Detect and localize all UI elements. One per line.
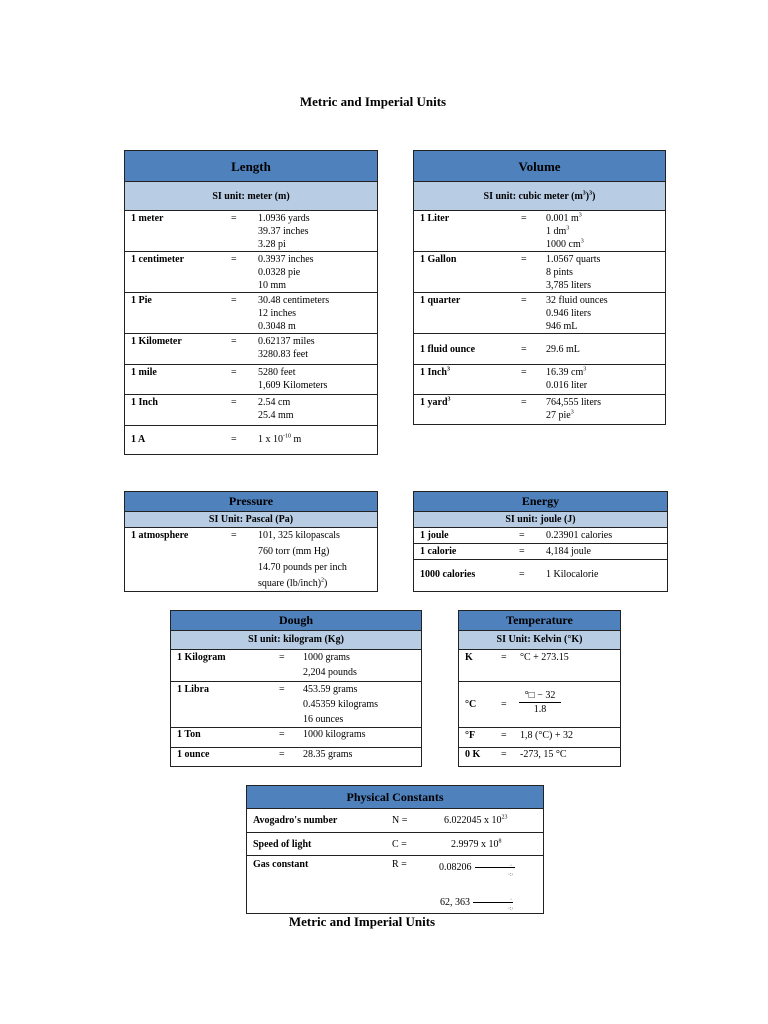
- unit-values: [303, 650, 357, 680]
- table-row: [459, 682, 620, 728]
- table-row: [247, 809, 543, 833]
- value-line: 1,609 Kilometers: [258, 380, 328, 391]
- unit-label: 1 yard$^3$: [420, 396, 451, 408]
- table-row: [414, 528, 667, 544]
- unit-glyph: ·:·: [508, 906, 514, 912]
- equals-sign: =: [231, 213, 237, 224]
- gas-constant-value-2: 62, 363: [440, 896, 513, 909]
- unit-label: 1 atmosphere: [131, 530, 189, 541]
- value-line: 0.3937 inches: [258, 254, 314, 265]
- unit-label: 1 Inch: [131, 397, 158, 408]
- pressure-table: [124, 491, 378, 592]
- constants-table: [246, 785, 544, 914]
- table-row: [125, 334, 377, 365]
- table-row: [125, 395, 377, 426]
- value-line: 3280.83 feet: [258, 349, 308, 360]
- length-table: [124, 150, 378, 455]
- value-line: 101, 325 kilopascals: [258, 530, 340, 541]
- temperature-table: [458, 610, 621, 767]
- value-line: 28.35 grams: [303, 749, 353, 760]
- unit-values: 764,555 liters 27 pie$^3$: [546, 397, 601, 421]
- unit-label: °C: [465, 699, 477, 710]
- constant-symbol: R =: [392, 859, 407, 870]
- constant-value: 6.022045 x $10^{23}$: [444, 814, 508, 826]
- unit-label: 1 centimeter: [131, 254, 185, 265]
- value-line: 0.62137 miles: [258, 336, 315, 347]
- unit-value: 4,184 joule: [546, 546, 591, 557]
- equals-sign: =: [231, 295, 237, 306]
- table-row: [125, 426, 377, 455]
- unit-label: °F: [465, 730, 476, 741]
- equals-sign: =: [279, 749, 285, 760]
- equals-sign: =: [231, 434, 237, 445]
- unit-values: [303, 748, 352, 761]
- equals-sign: =: [279, 729, 285, 740]
- unit-values: [546, 253, 600, 292]
- table-row: [459, 650, 620, 682]
- table-row: [247, 833, 543, 856]
- unit-label: 1 Kilometer: [131, 336, 182, 347]
- fraction-denominator: 1.8: [533, 704, 547, 715]
- dough-si-unit: SI unit: kilogram (Kg): [171, 631, 421, 650]
- value-line: 25.4 mm: [258, 410, 294, 421]
- equals-sign: =: [521, 213, 527, 224]
- unit-values: [546, 343, 580, 356]
- table-row: [414, 211, 665, 252]
- value-line: 1000 grams: [303, 652, 350, 663]
- unit-label: 1 Ton: [177, 729, 201, 740]
- value-line: 0.946 liters: [546, 308, 591, 319]
- equals-sign: =: [231, 367, 237, 378]
- energy-table: [413, 491, 668, 592]
- unit-value: 0.23901 calories: [546, 530, 613, 541]
- unit-glyph: ·: [510, 863, 512, 869]
- unit-label: 1000 calories: [420, 569, 476, 580]
- table-row: [125, 252, 377, 293]
- equals-sign: =: [519, 546, 525, 557]
- unit-label: 1 ounce: [177, 749, 210, 760]
- value-line: 1.0936 yards: [258, 213, 310, 224]
- unit-values: 101, 325 kilopascals 760 torr (mm Hg) 14.70 pounds per inch square (lb/inch)$^2$): [258, 530, 347, 589]
- equals-sign: =: [521, 254, 527, 265]
- equals-sign: =: [521, 295, 527, 306]
- celsius-fraction: [519, 689, 561, 716]
- volume-table: [413, 150, 666, 425]
- equals-sign: =: [521, 344, 527, 355]
- unit-values: [258, 366, 327, 392]
- value-line: 1000 kilograms: [303, 729, 366, 740]
- table-row: [125, 211, 377, 252]
- value-line: 760 torr (mm Hg): [258, 546, 330, 557]
- unit-label: 1 calorie: [420, 546, 457, 557]
- unit-label: 1 Libra: [177, 684, 209, 695]
- value-line: 5280 feet: [258, 367, 296, 378]
- constant-label: Speed of light: [253, 839, 312, 850]
- unit-label: 1 quarter: [420, 295, 461, 306]
- unit-value: °C + 273.15: [520, 652, 569, 663]
- constant-label: Avogadro's number: [253, 815, 338, 826]
- value-line: 29.6 mL: [546, 344, 580, 355]
- unit-values: [258, 294, 329, 333]
- table-row: [414, 334, 665, 365]
- equals-sign: =: [231, 336, 237, 347]
- unit-values: [303, 728, 366, 741]
- table-row: [414, 395, 665, 425]
- value-line: 12 inches: [258, 308, 297, 319]
- equals-sign: =: [231, 530, 237, 541]
- unit-label: 1 mile: [131, 367, 157, 378]
- dough-table: [170, 610, 422, 767]
- value-line: 2.54 cm: [258, 397, 291, 408]
- unit-values: 16.39 $cm^3$ 0.016 liter: [546, 366, 588, 391]
- value-line: 1.0567 quarts: [546, 254, 601, 265]
- equals-sign: =: [501, 730, 507, 741]
- equals-sign: =: [501, 699, 507, 710]
- unit-value: 1,8 (°C) + 32: [520, 730, 573, 741]
- temperature-header: Temperature: [459, 611, 620, 631]
- unit-label: 1 Pie: [131, 295, 152, 306]
- page-title: Metric and Imperial Units: [299, 94, 447, 109]
- value-line: 2,204 pounds: [303, 667, 357, 678]
- length-header: Length: [125, 151, 377, 182]
- table-row: [247, 856, 543, 913]
- equals-sign: =: [279, 652, 285, 663]
- unit-value: 1 Kilocalorie: [546, 569, 599, 580]
- unit-values: [546, 294, 608, 333]
- equals-sign: =: [519, 569, 525, 580]
- unit-value: -273, 15 °C: [520, 749, 567, 760]
- value-line: 8 pints: [546, 267, 573, 278]
- constant-symbol: N =: [392, 815, 408, 826]
- table-row: [459, 728, 620, 748]
- equals-sign: =: [231, 397, 237, 408]
- unit-label: 1 Liter: [420, 213, 450, 224]
- pressure-si-unit: SI Unit: Pascal (Pa): [125, 512, 377, 528]
- constant-symbol: C =: [392, 839, 407, 850]
- value-line: 14.70 pounds per inch: [258, 562, 347, 573]
- volume-header: Volume: [414, 151, 665, 182]
- equals-sign: =: [501, 749, 507, 760]
- constant-label: Gas constant: [253, 859, 309, 870]
- footer-title: Metric and Imperial Units: [288, 914, 436, 929]
- equals-sign: =: [521, 397, 527, 408]
- value-line: 32 fluid ounces: [546, 295, 608, 306]
- unit-value: 1 x $10^{-10}$ m: [258, 433, 302, 445]
- table-row: [414, 293, 665, 334]
- unit-glyph: ·: [510, 897, 512, 903]
- table-row: [125, 293, 377, 334]
- value-line: 3.28 pi: [258, 239, 286, 250]
- table-row: [414, 365, 665, 395]
- unit-values: [303, 682, 378, 727]
- equals-sign: =: [521, 367, 527, 378]
- unit-label: 1 meter: [131, 213, 164, 224]
- table-row: [125, 528, 377, 591]
- volume-si-unit: SI unit: cubic meter $(m^3)^3$): [414, 182, 665, 211]
- length-si-unit: SI unit: meter (m): [125, 182, 377, 211]
- unit-values: [258, 396, 294, 422]
- energy-si-unit: SI unit: joule (J): [414, 512, 667, 528]
- value-line: 453.59 grams: [303, 684, 358, 695]
- table-row: [171, 650, 421, 682]
- constant-value: 2.9979 x $10^8$: [451, 838, 502, 850]
- unit-label: 0 K: [465, 749, 481, 760]
- value-line: 16 ounces: [303, 714, 344, 725]
- unit-values: [258, 335, 315, 361]
- table-row: [171, 728, 421, 748]
- unit-label: 1 A: [131, 434, 146, 445]
- unit-label: K: [465, 652, 473, 663]
- equals-sign: =: [501, 652, 507, 663]
- value-line: 0.0328 pie: [258, 267, 301, 278]
- unit-label: 1 Kilogram: [177, 652, 226, 663]
- value-line: 0.3048 m: [258, 321, 296, 332]
- gas-constant-value-1: 0.08206: [439, 861, 515, 874]
- unit-label: 1 Gallon: [420, 254, 457, 265]
- energy-header: Energy: [414, 492, 667, 512]
- value-line: 0.45359 kilograms: [303, 699, 378, 710]
- unit-values: 0.001 $m^3$ 1 $dm^3$ 1000 $cm^3$: [546, 212, 584, 250]
- table-row: [459, 748, 620, 766]
- value-line: 39.37 inches: [258, 226, 309, 237]
- dough-header: Dough: [171, 611, 421, 631]
- equals-sign: =: [231, 254, 237, 265]
- unit-label: 1 joule: [420, 530, 449, 541]
- table-row: [171, 748, 421, 766]
- value-line: 30.48 centimeters: [258, 295, 330, 306]
- unit-glyph: ·:·: [508, 872, 514, 878]
- unit-label: 1 Inch$^3$: [420, 366, 450, 378]
- pressure-header: Pressure: [125, 492, 377, 512]
- unit-values: [258, 253, 314, 292]
- equals-sign: =: [519, 530, 525, 541]
- unit-values: [258, 212, 310, 251]
- table-row: [171, 682, 421, 728]
- equals-sign: =: [279, 684, 285, 695]
- table-row: [414, 252, 665, 293]
- constants-header: Physical Constants: [247, 786, 543, 809]
- fraction-numerator: °□ − 32: [519, 689, 561, 703]
- table-row: [125, 365, 377, 395]
- value-line: 3,785 liters: [546, 280, 591, 291]
- unit-label: 1 fluid ounce: [420, 344, 476, 355]
- table-row: [414, 560, 667, 591]
- value-line: 10 mm: [258, 280, 287, 291]
- value-line: 946 mL: [546, 321, 578, 332]
- temperature-si-unit: SI Unit: Kelvin (°K): [459, 631, 620, 650]
- table-row: [414, 544, 667, 560]
